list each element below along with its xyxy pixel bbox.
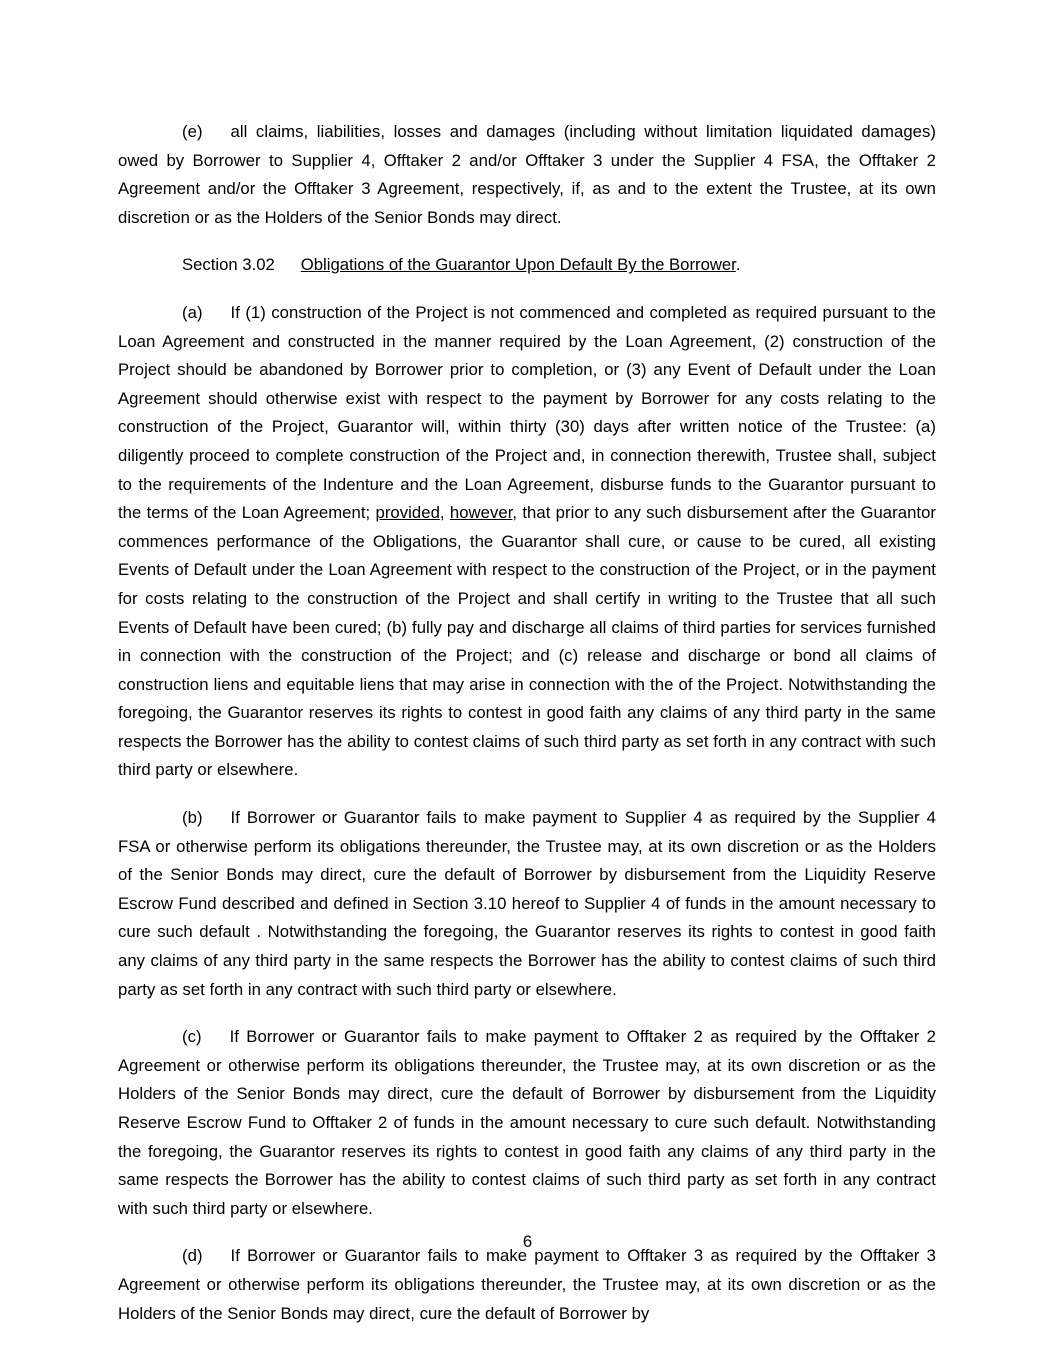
section-title-trailing: . [735,255,741,275]
paragraph-text-c: If Borrower or Guarantor fails to make payment to Offtaker 2 as required by the Offtaker 2 Agreement or otherwise perform its obligations thereunder, the Trustee may, at its own discretion or as the Holders of the Senior Bonds may direct, cure the default of Borrower by disbursement from the Liquidity Reserve Escrow Fund to Offtaker 2 of funds in the amount necessary to cure such default. Notwithstanding the foregoing, the Guarantor reserves its rights to contest in good faith any claims of any third party in the same respects the Borrower has the ability to contest claims of such third party as set forth in any contract with such third party or elsewhere. [118,1027,936,1218]
paragraph-d [118,1242,936,1328]
paragraph-marker-c: (c) [182,1027,202,1047]
section-number: Section 3.02 [182,255,275,275]
page-number: 6 [522,1232,533,1251]
section-heading [118,251,936,280]
paragraph-text-d: If Borrower or Guarantor fails to make payment to Offtaker 3 as required by the Offtaker 3 Agreement or otherwise perform its obligations thereunder, the Trustee may, at its own discretion or as the Holders of the Senior Bonds may direct, cure the default of Borrower by [118,1246,936,1323]
paragraph-text-e: all claims, liabilities, losses and damages (including without limitation liquidated damages) owed by Borrower to Supplier 4, Offtaker 2 and/or Offtaker 3 under the Supplier 4 FSA, the Offtaker 2 Agreement and/or the Offtaker 3 Agreement, respectively, if, as and to the extent the Trustee, at its own discretion or as the Holders of the Senior Bonds may direct. [118,122,936,227]
paragraph-text-b: If Borrower or Guarantor fails to make payment to Supplier 4 as required by the Supplier 4 FSA or otherwise perform its obligations thereunder, the Trustee may, at its own discretion or as the Holders of the Senior Bonds may direct, cure the default of Borrower by disbursement from the Liquidity Reserve Escrow Fund described and defined in Section 3.10 hereof to Supplier 4 of funds in the amount necessary to cure such default . Notwithstanding the foregoing, the Guarantor reserves its rights to contest in good faith any claims of any third party in the same respects the Borrower has the ability to contest claims of such third party as set forth in any contract with such third party or elsewhere. [118,808,936,999]
paragraph-text-a-mid1: , [439,503,445,523]
paragraph-marker-b: (b) [182,808,203,828]
section-title: Obligations of the Guarantor Upon Default By the Borrower [300,255,736,275]
paragraph-text-a-part1: If (1) construction of the Project is not commenced and completed as required pursuant to the Loan Agreement and constructed in the manner required by the Loan Agreement, (2) construction of the Project should be abandoned by Borrower prior to completion, or (3) any Event of Default under the Loan Agreement should otherwise exist with respect to the payment by Borrower for any costs relating to the construction of the Project, Guarantor will, within thirty (30) days after written notice of the Trustee: (a) diligently proceed to complete construction of the Project and, in connection therewith, Trustee shall, subject to the requirements of the Indenture and the Loan Agreement, disburse funds to the Guarantor pursuant to the terms of the Loan Agreement; [118,302,936,523]
document-body [118,118,936,1347]
paragraph-marker-e: (e) [182,122,203,141]
paragraph-a [118,299,936,785]
paragraph-marker-d: (d) [182,1246,203,1266]
paragraph-marker-a: (a) [182,302,203,322]
paragraph-text-a-part2: , that prior to any such disbursement after the Guarantor commences performance of the Obligations, the Guarantor shall cure, or cause to be cured, all existing Events of Default under the Loan Agreement with respect to the construction of the Project, or in the payment for costs relating to the construction of the Project and shall certify in writing to the Trustee that all such Events of Default have been cured; (b) fully pay and discharge all claims of third parties for services furnished in connection with the construction of the Project; and (c) release and discharge or bond all claims of construction liens and equitable liens that may arise in connection with the of the Project. Notwithstanding the foregoing, the Guarantor reserves its rights to contest in good faith any claims of any third party in the same respects the Borrower has the ability to contest claims of such third party as set forth in any contract with such third party or elsewhere. [118,503,937,780]
emphasis-however: however [449,503,513,523]
paragraph-b [118,804,936,1004]
paragraph-e [118,118,936,232]
emphasis-provided: provided [375,503,440,523]
paragraph-c [118,1023,936,1223]
